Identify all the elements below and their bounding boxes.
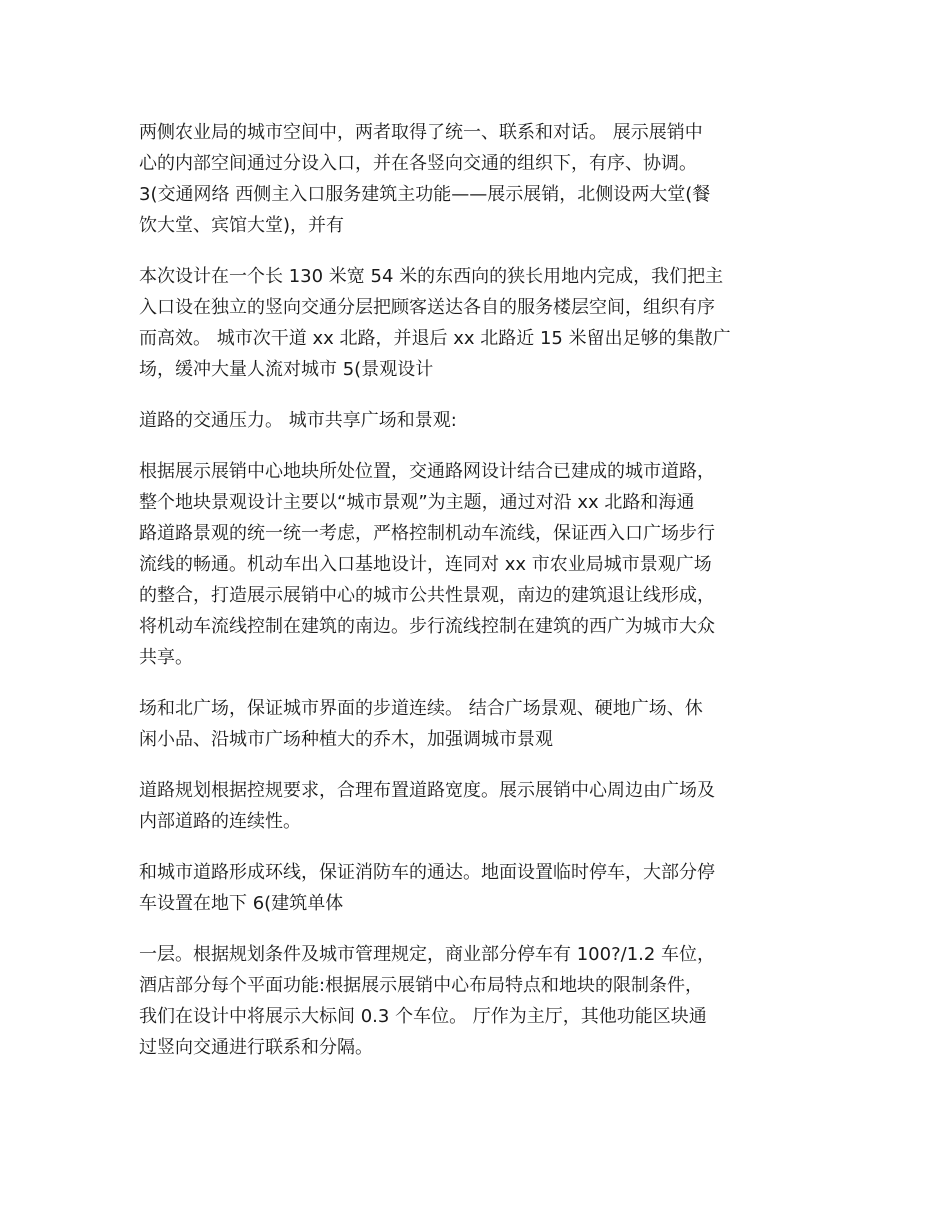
document-page (139, 117, 819, 1083)
text-line: 共享。 (139, 647, 193, 668)
text-line: 本次设计在一个长 130 米宽 54 米的东西向的狭长用地内完成，我们把主 (139, 266, 724, 287)
text-line: 场和北广场，保证城市界面的步道连续。 结合广场景观、硬地广场、休 (139, 698, 703, 719)
text-line: 过竖向交通进行联系和分隔。 (139, 1037, 373, 1058)
text-line: 饮大堂、宾馆大堂)，并有 (139, 215, 345, 236)
text-line: 内部道路的连续性。 (139, 811, 301, 832)
text-line: 整个地块景观设计主要以“城市景观”为主题，通过对沿 xx 北路和海通 (139, 492, 695, 513)
text-line: 入口设在独立的竖向交通分层把顾客送达各自的服务楼层空间，组织有序 (139, 297, 715, 318)
paragraph-5 (139, 693, 819, 755)
paragraph-6 (139, 775, 819, 837)
text-line: 道路规划根据控规要求，合理布置道路宽度。展示展销中心周边由广场及 (139, 780, 715, 801)
paragraph-1 (139, 117, 819, 241)
text-line: 3(交通网络 西侧主入口服务建筑主功能——展示展销，北侧设两大堂(餐 (139, 184, 711, 205)
text-line: 场，缓冲大量人流对城市 5(景观设计 (139, 359, 434, 380)
text-line: 将机动车流线控制在建筑的南边。步行流线控制在建筑的西广为城市大众 (139, 616, 715, 637)
text-line: 两侧农业局的城市空间中，两者取得了统一、联系和对话。 展示展销中 (139, 122, 703, 143)
paragraph-2 (139, 261, 819, 385)
text-line: 闲小品、沿城市广场种植大的乔木，加强调城市景观 (139, 729, 553, 750)
text-line: 和城市道路形成环线，保证消防车的通达。地面设置临时停车，大部分停 (139, 862, 715, 883)
text-line: 的整合，打造展示展销中心的城市公共性景观，南边的建筑退让线形成， (139, 585, 715, 606)
paragraph-7 (139, 857, 819, 919)
text-line: 心的内部空间通过分设入口，并在各竖向交通的组织下，有序、协调。 (139, 153, 697, 174)
text-line: 而高效。 城市次干道 xx 北路，并退后 xx 北路近 15 米留出足够的集散广 (139, 328, 731, 349)
text-line: 道路的交通压力。 城市共享广场和景观: (139, 410, 457, 431)
text-line: 酒店部分每个平面功能:根据展示展销中心布局特点和地块的限制条件， (139, 975, 704, 996)
text-line: 车设置在地下 6(建筑单体 (139, 893, 344, 914)
paragraph-4 (139, 456, 819, 673)
text-line: 流线的畅通。机动车出入口基地设计，连同对 xx 市农业局城市景观广场 (139, 554, 712, 575)
paragraph-8 (139, 939, 819, 1063)
text-line: 路道路景观的统一统一考虑，严格控制机动车流线，保证西入口广场步行 (139, 523, 715, 544)
text-line: 一层。根据规划条件及城市管理规定，商业部分停车有 100?/1.2 车位， (139, 944, 716, 965)
text-line: 我们在设计中将展示大标间 0.3 个车位。 厅作为主厅，其他功能区块通 (139, 1006, 707, 1027)
text-line: 根据展示展销中心地块所处位置，交通路网设计结合已建成的城市道路， (139, 461, 715, 482)
paragraph-3 (139, 405, 819, 436)
